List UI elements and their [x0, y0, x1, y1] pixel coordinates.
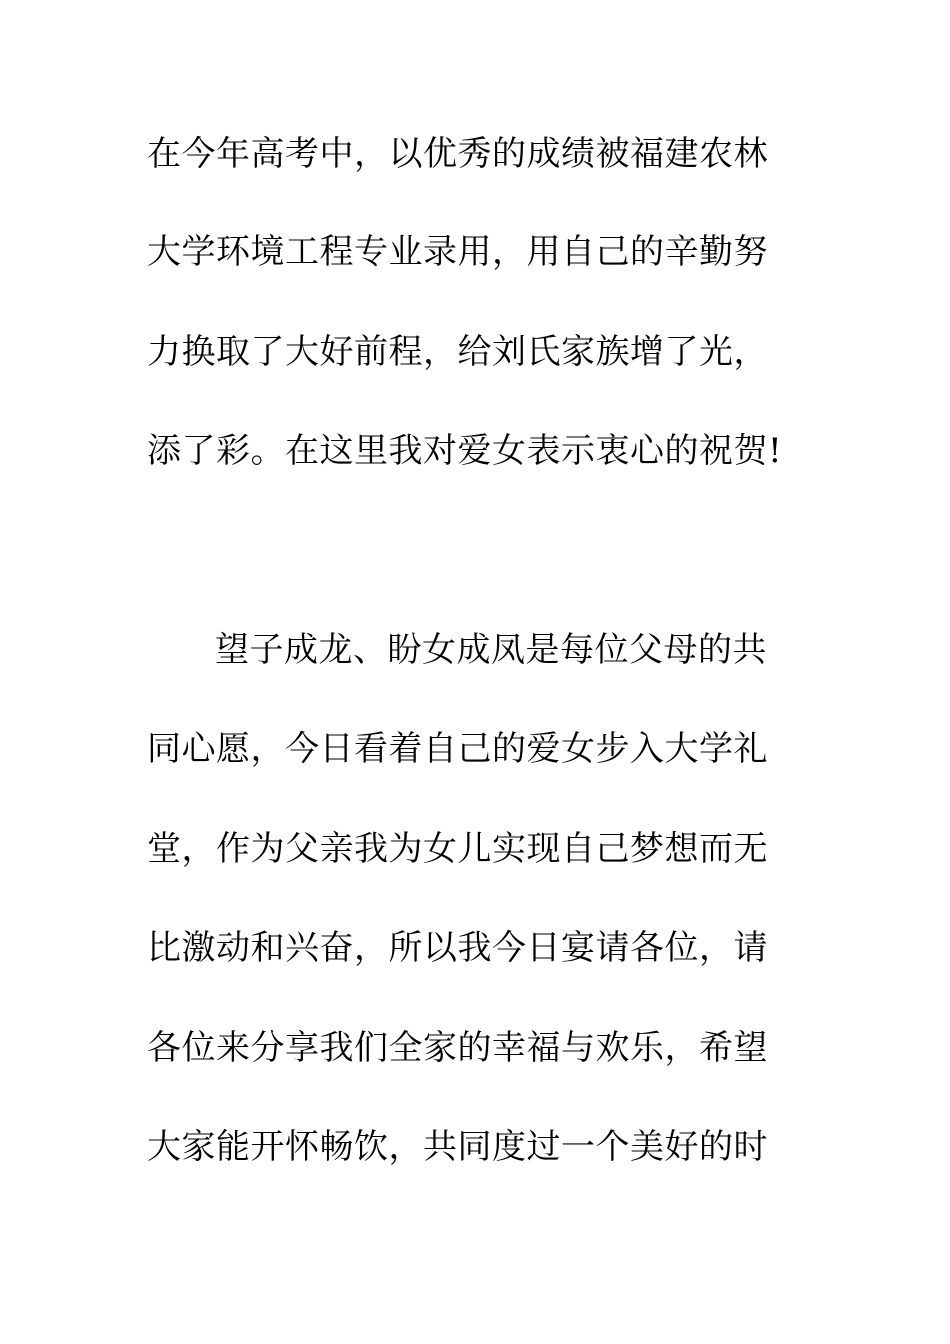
text-line: 在今年高考中，以优秀的成绩被福建农林 [147, 134, 768, 174]
text-line: 添了彩。在这里我对爱女表示衷心的祝贺! [147, 431, 783, 471]
text-line: 同心愿，今日看着自己的爱女步入大学礼 [147, 729, 768, 769]
text-line: 望子成龙、盼女成凤是每位父母的共 [215, 630, 767, 670]
text-line: 比激动和兴奋，所以我今日宴请各位，请 [147, 928, 768, 968]
text-line: 各位来分享我们全家的幸福与欢乐，希望 [147, 1028, 768, 1068]
text-line: 堂，作为父亲我为女儿实现自己梦想而无 [147, 829, 768, 869]
text-line: 力换取了大好前程，给刘氏家族增了光， [147, 332, 768, 372]
text-line: 大学环境工程专业录用，用自己的辛勤努 [147, 232, 768, 272]
text-line: 大家能开怀畅饮，共同度过一个美好的时 [147, 1127, 768, 1167]
